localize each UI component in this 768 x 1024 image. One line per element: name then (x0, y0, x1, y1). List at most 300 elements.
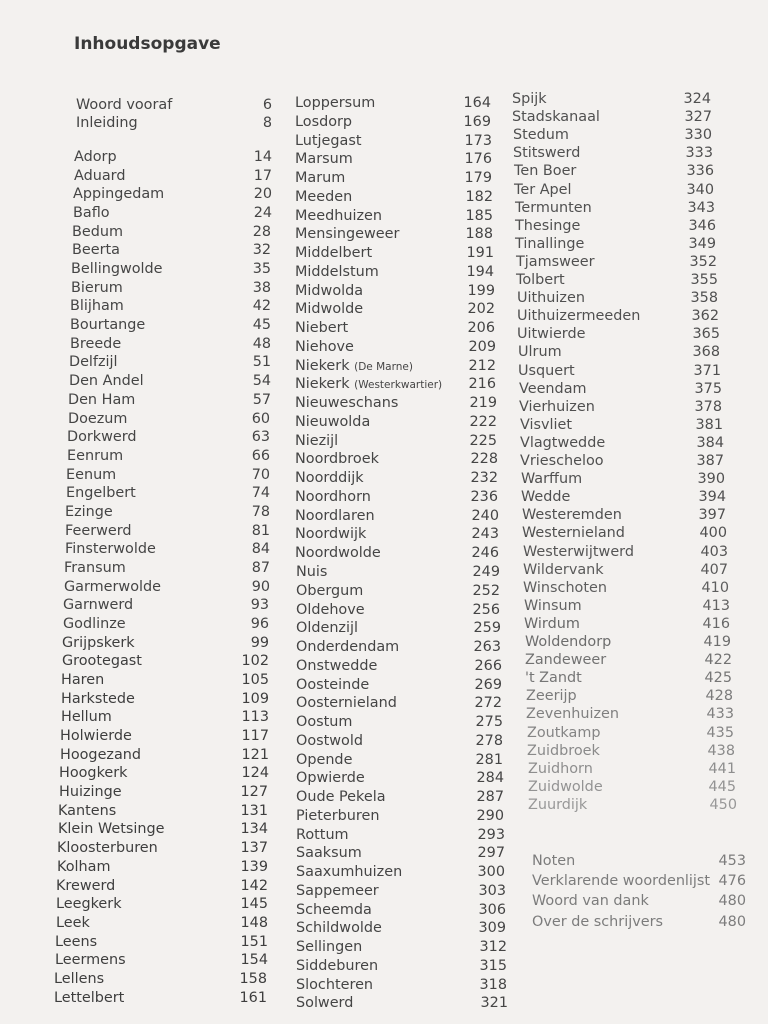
entry-title: Westernieland (522, 525, 625, 542)
entry-title: Garmerwolde (64, 578, 161, 595)
entry-title: Feerwerd (65, 522, 132, 539)
entry-title: Middelbert (295, 245, 373, 262)
toc-entry (527, 742, 735, 760)
toc-entry (58, 802, 268, 820)
entry-title: Vlagtwedde (520, 434, 606, 451)
toc-entry (296, 601, 500, 619)
entry-page-number: 87 (251, 559, 270, 576)
toc-entry (296, 882, 506, 900)
entry-page-number: 66 (251, 447, 270, 464)
toc-entry (522, 524, 727, 542)
toc-entry (296, 638, 501, 656)
toc-entry (517, 325, 720, 343)
toc-entry (63, 596, 269, 614)
toc-entry (296, 919, 506, 937)
entry-page-number: 57 (252, 391, 271, 408)
entry-page-number: 480 (718, 893, 746, 909)
entry-title: Visvliet (520, 416, 573, 433)
toc-entry (64, 578, 270, 596)
entry-title: Nuis (296, 564, 328, 580)
entry-page-number: 209 (468, 338, 496, 355)
toc-entry (295, 394, 497, 412)
toc-entry (526, 705, 734, 723)
entry-title: Ezinge (65, 503, 113, 520)
entry-page-number: 42 (252, 298, 271, 315)
toc-entry (526, 687, 733, 705)
entry-title: Den Ham (68, 391, 136, 408)
toc-entry (54, 989, 267, 1007)
entry-page-number: 8 (262, 115, 272, 131)
entry-page-number: 199 (467, 282, 495, 299)
entry-page-number: 333 (685, 145, 713, 162)
toc-entry (523, 561, 728, 579)
entry-page-number: 17 (253, 167, 272, 184)
entry-title: Thesinge (515, 217, 581, 234)
toc-entry (59, 783, 268, 801)
entry-title: Hoogezand (60, 746, 142, 763)
toc-entry (295, 319, 495, 337)
entry-page-number: 435 (706, 724, 734, 741)
entry-page-number: 164 (463, 95, 491, 111)
entry-page-number: 179 (464, 170, 492, 187)
entry-title: Leek (56, 914, 90, 931)
toc-entry (296, 957, 507, 975)
toc-entry (295, 375, 496, 393)
entry-title: Saaxumhuizen (296, 864, 403, 881)
entry-page-number: 173 (464, 132, 492, 149)
entry-title: Fransum (64, 559, 126, 576)
toc-entry (60, 746, 269, 764)
entry-title: Leermens (55, 952, 126, 969)
toc-entry (295, 507, 499, 525)
entry-page-number: 453 (718, 853, 746, 869)
entry-page-number: 394 (698, 489, 726, 506)
entry-page-number: 309 (478, 920, 506, 937)
entry-title: Kantens (58, 802, 117, 819)
entry-page-number: 275 (475, 714, 503, 731)
entry-page-number: 48 (252, 335, 271, 352)
entry-page-number: 219 (469, 395, 497, 412)
entry-page-number: 20 (253, 186, 272, 203)
entry-title: Oldenzijl (296, 620, 358, 637)
toc-entry (76, 114, 272, 132)
entry-title: Warffum (521, 471, 583, 488)
entry-title: Winsum (524, 597, 582, 614)
entry-title: Westerwijtwerd (523, 543, 634, 560)
toc-entry (56, 895, 268, 913)
entry-title: Mensingeweer (295, 226, 400, 243)
entry-title: Inleiding (76, 115, 138, 131)
entry-page-number: 422 (704, 652, 732, 669)
entry-page-number: 256 (472, 601, 500, 618)
entry-title: Obergum (296, 582, 364, 599)
entry-page-number: 340 (686, 181, 714, 198)
entry-title: Tinallinge (515, 235, 585, 252)
entry-title: Godlinze (63, 616, 126, 632)
entry-title: Oldehove (296, 601, 365, 618)
entry-page-number: 287 (476, 789, 504, 806)
entry-page-number: 191 (466, 245, 494, 262)
entry-page-number: 84 (251, 541, 270, 558)
toc-entry (295, 357, 496, 375)
entry-title: Blijham (70, 298, 124, 315)
toc-entry (519, 398, 722, 416)
toc-entry (296, 563, 500, 581)
entry-page-number: 240 (471, 507, 499, 524)
entry-page-number: 113 (241, 709, 269, 726)
entry-title: Kolham (57, 858, 111, 875)
toc-entry (65, 540, 270, 558)
entry-title: Winschoten (523, 579, 607, 596)
entry-title: Dorkwerd (67, 429, 137, 446)
entry-title: Niekerk (De Marne) (295, 357, 413, 374)
toc-entry (295, 244, 494, 262)
entry-title: Nieuwolda (295, 413, 371, 430)
entry-title: Noordhorn (295, 488, 371, 505)
toc-entry (70, 297, 271, 315)
entry-page-number: 93 (250, 597, 269, 614)
entry-page-number: 185 (465, 207, 493, 224)
entry-title: Haren (61, 672, 105, 689)
entry-title: Beerta (72, 242, 120, 259)
entry-title: Scheemda (296, 901, 372, 918)
entry-page-number: 397 (698, 507, 726, 524)
toc-entry (532, 872, 746, 890)
entry-title: Noorddijk (295, 470, 364, 487)
toc-entry (63, 615, 269, 633)
entry-page-number: 252 (472, 582, 500, 599)
toc-entry (296, 844, 505, 862)
entry-page-number: 169 (463, 113, 491, 130)
toc-entry (61, 708, 269, 726)
entry-page-number: 390 (697, 471, 725, 488)
toc-entry (525, 669, 732, 687)
toc-entry (71, 279, 271, 297)
toc-entry (295, 432, 497, 450)
toc-entry (518, 362, 721, 380)
entry-title: Ter Apel (514, 181, 572, 198)
entry-title: Marsum (295, 151, 353, 168)
entry-page-number: 63 (251, 429, 270, 446)
entry-page-number: 327 (684, 109, 712, 126)
toc-entry (73, 185, 272, 203)
entry-title: Bourtange (70, 317, 146, 334)
entry-page-number: 60 (251, 410, 270, 427)
entry-title: Delfzijl (69, 354, 118, 371)
entry-page-number: 96 (250, 616, 269, 632)
entry-title: Uitwierde (517, 326, 586, 343)
entry-page-number: 158 (239, 970, 267, 987)
entry-title: Uithuizen (517, 290, 585, 307)
toc-entry (59, 764, 269, 782)
toc-entry (516, 271, 718, 289)
entry-page-number: 445 (708, 778, 736, 795)
toc-entry (56, 877, 268, 895)
entry-title: Wildervank (523, 561, 604, 578)
entry-title: Oosteinde (296, 676, 370, 693)
entry-page-number: 410 (701, 579, 729, 596)
entry-title: Slochteren (296, 976, 374, 993)
entry-title: Uithuizermeeden (517, 308, 641, 325)
entry-title: Holwierde (60, 728, 132, 745)
entry-page-number: 109 (241, 690, 269, 707)
entry-page-number: 54 (252, 373, 271, 390)
toc-entry (295, 469, 498, 487)
entry-title: Nieuweschans (295, 395, 399, 412)
entry-page-number: 176 (464, 151, 492, 168)
entry-title: Baflo (73, 205, 110, 222)
entry-page-number: 381 (695, 416, 723, 433)
entry-title: Noten (532, 853, 576, 869)
entry-page-number: 194 (466, 263, 494, 280)
entry-page-number: 387 (696, 453, 724, 469)
entry-page-number: 368 (692, 344, 720, 361)
toc-entry (528, 760, 736, 778)
entry-page-number: 321 (480, 995, 508, 1012)
entry-title: Oostum (296, 714, 353, 731)
entry-title: Zeerijp (526, 688, 577, 705)
toc-entry (521, 470, 725, 488)
entry-title: Termunten (515, 199, 592, 216)
entry-title: Wedde (521, 489, 571, 506)
entry-page-number: 81 (251, 522, 270, 539)
toc-entry (518, 343, 720, 361)
toc-entry (515, 217, 716, 235)
toc-entry (532, 892, 746, 910)
toc-entry (521, 488, 726, 506)
toc-entry (295, 169, 492, 187)
entry-page-number: 99 (250, 634, 269, 651)
entry-title: Den Andel (69, 373, 144, 390)
toc-entry (69, 372, 271, 390)
toc-entry (61, 690, 269, 708)
entry-page-number: 272 (474, 695, 502, 712)
toc-entry (295, 338, 496, 356)
toc-entry (528, 778, 736, 796)
entry-title: Marum (295, 170, 346, 187)
entry-page-number: 315 (479, 957, 507, 974)
entry-title: Verklarende woordenlijst (532, 873, 711, 889)
entry-page-number: 266 (474, 657, 502, 674)
entry-page-number: 278 (475, 732, 503, 749)
toc-entry (295, 113, 491, 131)
entry-title: Onderdendam (296, 639, 400, 656)
entry-title: Noordbroek (295, 451, 379, 468)
entry-page-number: 206 (467, 320, 495, 337)
entry-title: Woldendorp (525, 634, 612, 650)
entry-page-number: 362 (691, 308, 719, 325)
toc-entry (295, 225, 493, 243)
entry-page-number: 419 (703, 634, 731, 650)
entry-title: Hellum (61, 709, 112, 726)
entry-page-number: 216 (468, 376, 496, 393)
entry-title: Bedum (72, 223, 123, 240)
entry-title: Stitswerd (513, 145, 581, 162)
entry-page-number: 293 (477, 826, 505, 843)
entry-page-number: 236 (470, 488, 498, 505)
toc-entry (296, 826, 505, 844)
entry-page-number: 281 (475, 751, 503, 768)
entry-page-number: 121 (241, 746, 269, 763)
entry-title: Zoutkamp (527, 724, 601, 741)
toc-entry (74, 148, 272, 166)
entry-title: Wirdum (524, 615, 580, 632)
toc-entry (296, 788, 504, 806)
entry-page-number: 74 (251, 485, 270, 502)
toc-entry (295, 488, 498, 506)
entry-title: Grijpskerk (62, 634, 135, 651)
toc-entry (515, 235, 716, 253)
entry-page-number: 102 (241, 653, 269, 670)
toc-entry (296, 657, 502, 675)
entry-page-number: 51 (252, 354, 271, 371)
entry-page-number: 137 (240, 840, 268, 857)
entry-title: Sellingen (296, 939, 363, 956)
entry-page-number: 24 (253, 205, 272, 222)
entry-title: Niekerk (Westerkwartier) (295, 376, 443, 393)
toc-entry (67, 447, 270, 465)
entry-title: Lutjegast (295, 132, 362, 149)
entry-title: Vierhuizen (519, 398, 595, 415)
entry-title: Hoogkerk (59, 765, 128, 782)
entry-title: Lellens (54, 970, 105, 987)
entry-title: Sappemeer (296, 882, 379, 899)
toc-entry (527, 724, 734, 742)
entry-title: Krewerd (56, 877, 116, 894)
entry-title: Zuurdijk (528, 796, 588, 813)
toc-entry (62, 652, 269, 670)
entry-page-number: 336 (686, 163, 714, 180)
entry-title: 't Zandt (525, 670, 582, 687)
entry-title: Appingedam (73, 186, 165, 203)
entry-title: Zevenhuizen (526, 706, 619, 723)
entry-title: Noordwolde (295, 545, 381, 562)
entry-page-number: 290 (476, 807, 504, 824)
toc-entry (524, 615, 730, 633)
entry-title: Kloosterburen (57, 840, 158, 857)
toc-entry (72, 241, 271, 259)
toc-entry (517, 307, 719, 325)
entry-title: Stadskanaal (512, 109, 600, 126)
entry-title: Oude Pekela (296, 789, 386, 806)
toc-entry (295, 282, 495, 300)
toc-entry (525, 633, 731, 651)
entry-page-number: 145 (240, 896, 268, 913)
toc-entry (517, 289, 718, 307)
entry-page-number: 349 (688, 235, 716, 252)
toc-entry (73, 204, 272, 222)
entry-title: Middelstum (295, 263, 379, 280)
toc-entry (513, 126, 712, 144)
entry-title: Eenum (66, 466, 117, 483)
entry-page-number: 312 (479, 939, 507, 956)
toc-entry (295, 207, 493, 225)
entry-title: Tolbert (516, 272, 565, 288)
entry-title: Engelbert (66, 485, 136, 502)
entry-page-number: 352 (689, 253, 717, 270)
entry-title: Vriescheloo (520, 453, 604, 469)
toc-entry (295, 263, 494, 281)
toc-entry (57, 839, 268, 857)
entry-page-number: 416 (702, 615, 730, 632)
toc-entry (56, 914, 268, 932)
entry-page-number: 6 (262, 97, 272, 113)
entry-page-number: 161 (239, 989, 267, 1006)
toc-entry (516, 253, 717, 271)
entry-title: Woord van dank (532, 893, 649, 909)
entry-title: Zuidbroek (527, 742, 600, 759)
entry-page-number: 371 (693, 362, 721, 379)
toc-entry (70, 316, 271, 334)
toc-entry (296, 901, 506, 919)
entry-page-number: 32 (252, 242, 271, 259)
entry-page-number: 249 (472, 564, 500, 580)
toc-entry (523, 543, 728, 561)
entry-page-number: 38 (252, 279, 271, 296)
toc-entry (60, 727, 269, 745)
entry-page-number: 222 (469, 413, 497, 430)
entry-page-number: 70 (251, 466, 270, 483)
entry-page-number: 407 (700, 561, 728, 578)
toc-entry (296, 807, 504, 825)
entry-page-number: 154 (240, 952, 268, 969)
entry-page-number: 343 (687, 199, 715, 216)
toc-entry (296, 994, 508, 1012)
entry-title: Zuidhorn (528, 760, 593, 777)
toc-entry (296, 732, 503, 750)
toc-entry (524, 597, 730, 615)
toc-entry (522, 506, 726, 524)
entry-page-number: 330 (684, 127, 712, 144)
toc-entry (525, 651, 732, 669)
toc-entry (296, 938, 507, 956)
entry-title: Midwolda (295, 282, 364, 299)
toc-entry (295, 544, 499, 562)
entry-page-number: 35 (252, 261, 271, 278)
toc-entry (67, 428, 270, 446)
toc-entry (520, 452, 724, 470)
toc-entry (296, 769, 504, 787)
toc-entry (65, 522, 270, 540)
toc-entry (523, 579, 729, 597)
entry-page-number: 127 (240, 784, 268, 801)
entry-title: Westeremden (522, 507, 622, 524)
toc-entry (64, 559, 270, 577)
entry-title: Lettelbert (54, 989, 125, 1006)
entry-title: Grootegast (62, 653, 142, 670)
entry-page-number: 400 (699, 525, 727, 542)
entry-page-number: 346 (688, 217, 716, 234)
entry-page-number: 263 (473, 639, 501, 656)
entry-title: Midwolde (295, 301, 364, 318)
entry-title: Finsterwolde (65, 541, 156, 558)
toc-entry (515, 199, 715, 217)
entry-page-number: 438 (707, 742, 735, 759)
entry-title: Tjamsweer (516, 253, 595, 270)
entry-title: Breede (70, 335, 122, 352)
entry-page-number: 202 (467, 301, 495, 318)
entry-page-number: 45 (252, 317, 271, 334)
entry-title: Zandeweer (525, 652, 607, 669)
entry-page-number: 355 (690, 272, 718, 288)
entry-title: Schildwolde (296, 920, 382, 937)
toc-entry (512, 108, 712, 126)
toc-entry (55, 951, 268, 969)
toc-entry (514, 181, 714, 199)
toc-entry (520, 434, 724, 452)
entry-page-number: 212 (468, 357, 496, 374)
entry-title: Spijk (512, 91, 547, 107)
